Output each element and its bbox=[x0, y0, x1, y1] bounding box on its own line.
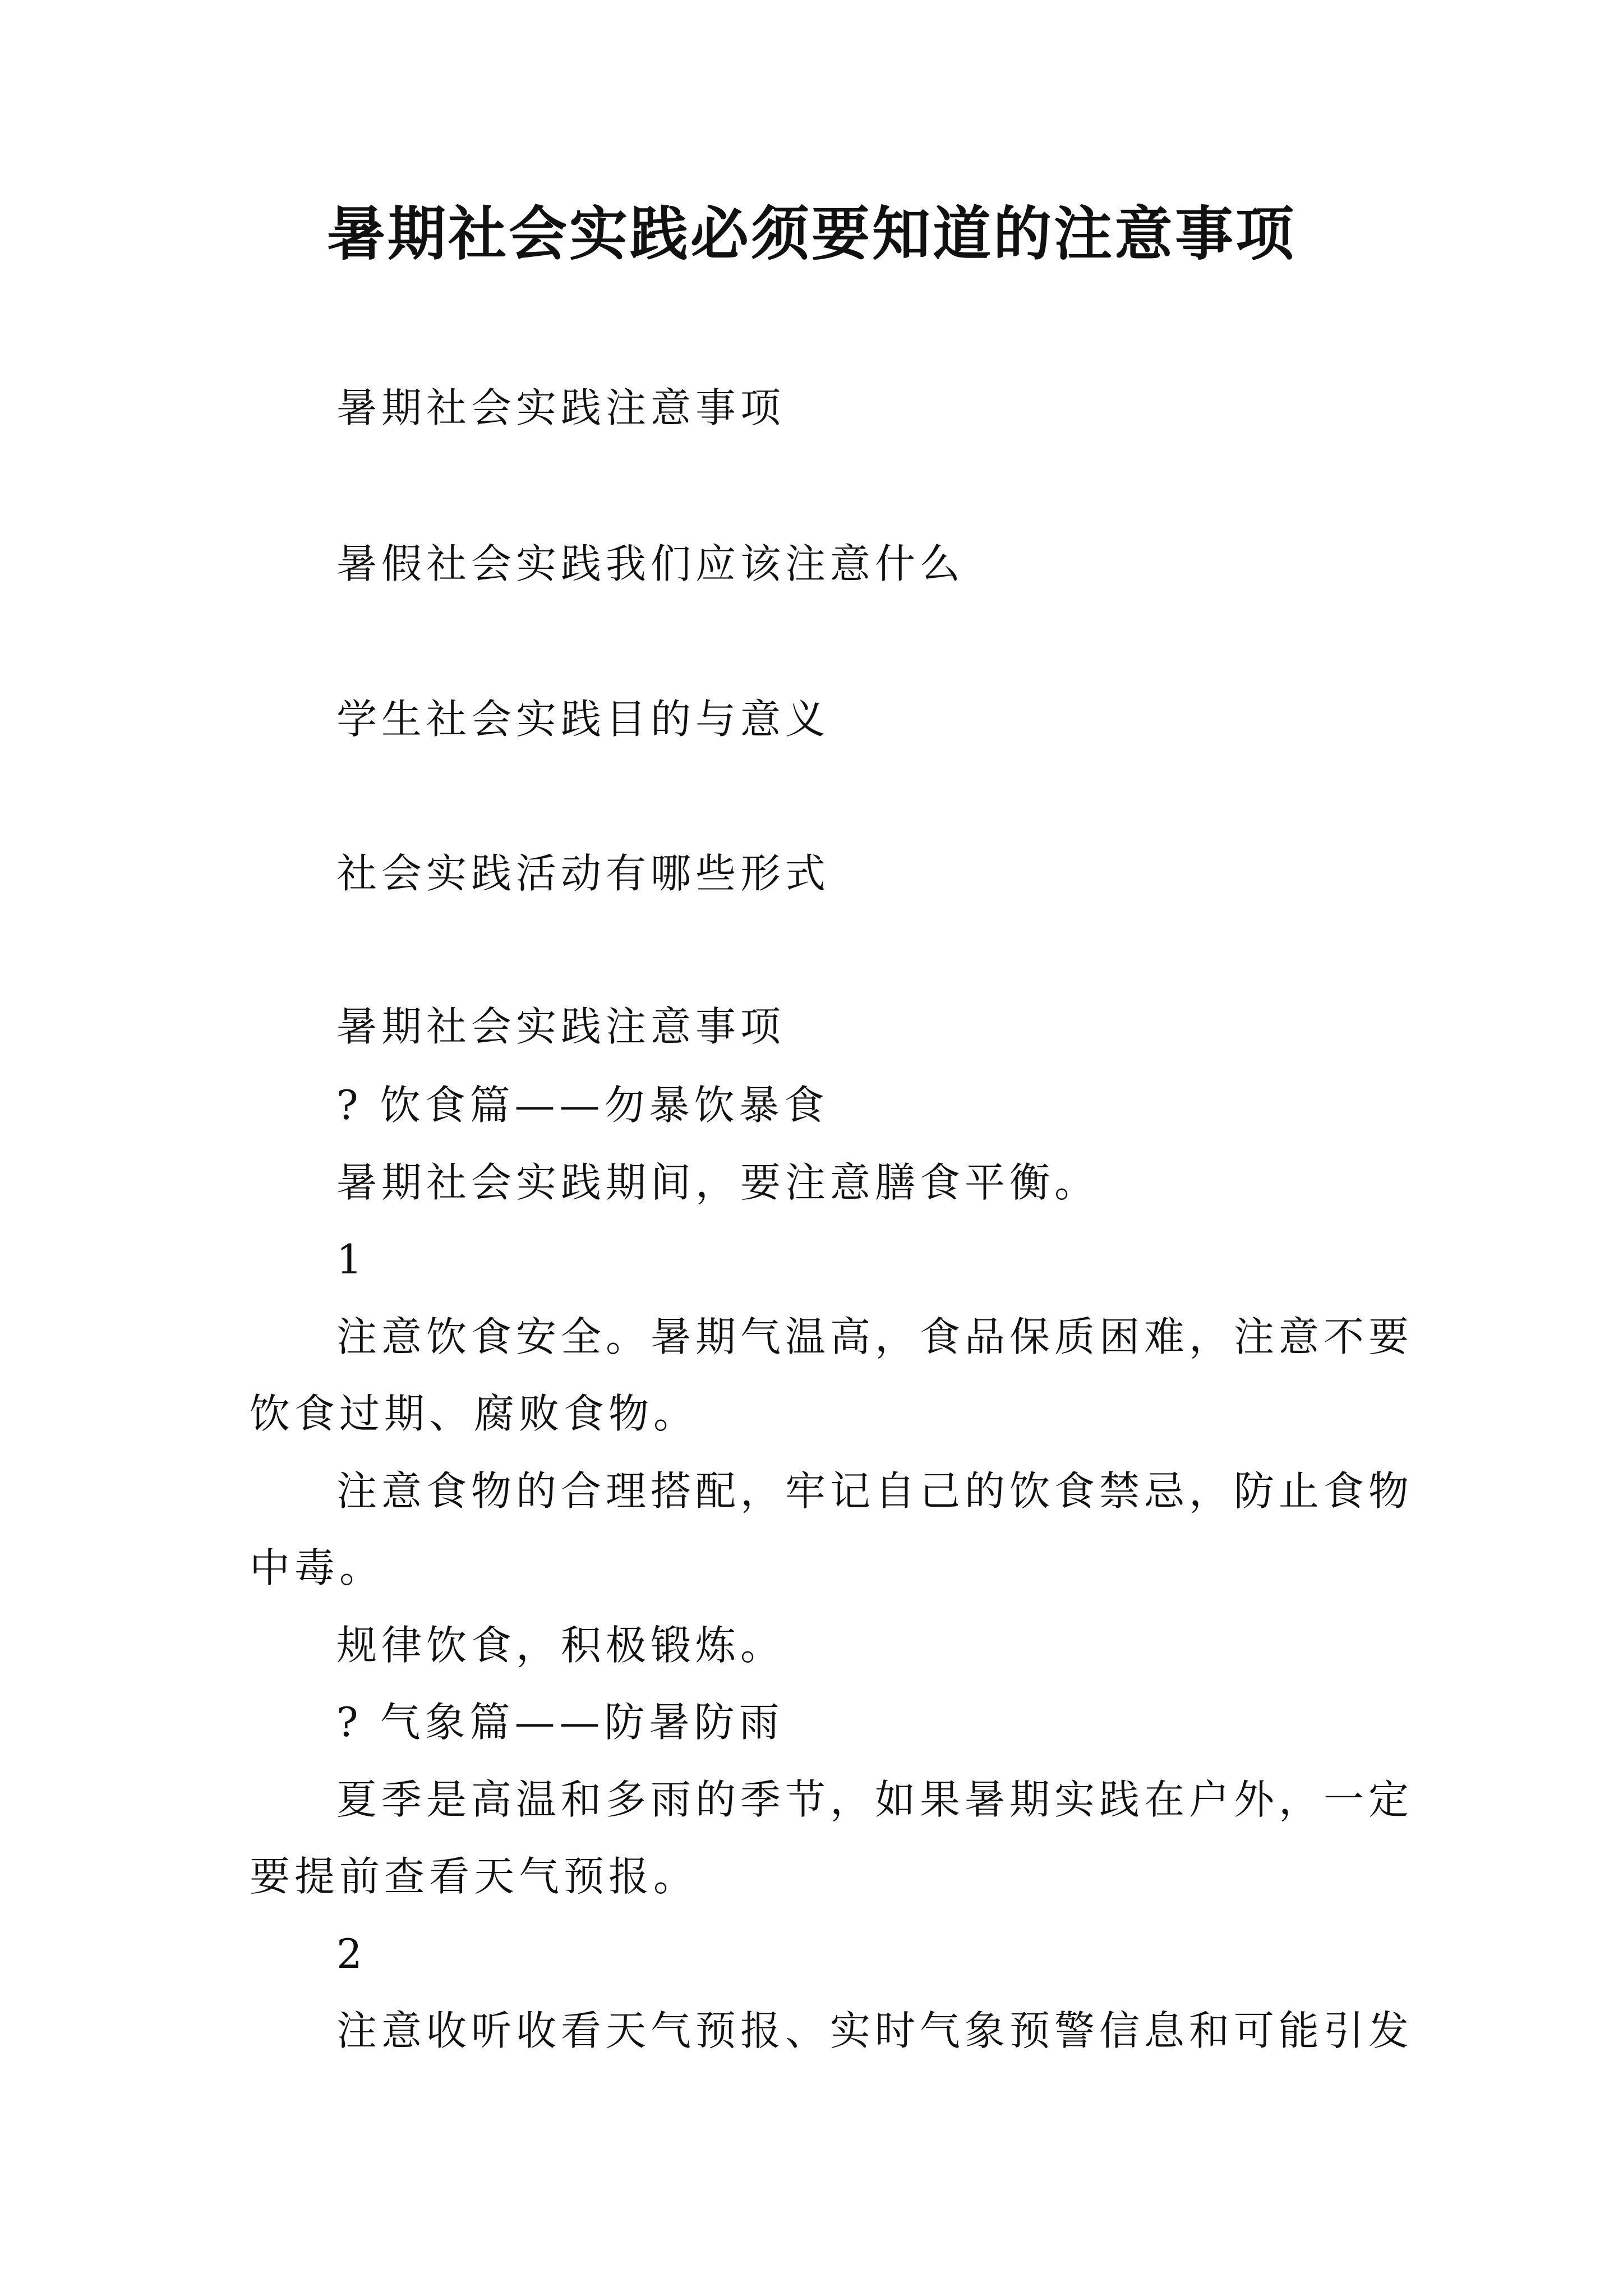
section-heading: 暑期社会实践注意事项 bbox=[336, 1003, 786, 1050]
weather-paragraph-2-line-1: 注意收听收看天气预报、实时气象预警信息和可能引发 bbox=[336, 2007, 1414, 2054]
toc-item-1: 暑期社会实践注意事项 bbox=[336, 384, 786, 431]
toc-item-4: 社会实践活动有哪些形式 bbox=[336, 850, 831, 897]
diet-paragraph-1-line-2: 饮食过期、腐败食物。 bbox=[250, 1390, 699, 1437]
diet-intro: 暑期社会实践期间，要注意膳食平衡。 bbox=[336, 1159, 1100, 1206]
diet-paragraph-3: 规律饮食，积极锻炼。 bbox=[336, 1622, 786, 1669]
diet-paragraph-2-line-2: 中毒。 bbox=[250, 1544, 385, 1591]
item-number-2: 2 bbox=[336, 1930, 367, 1977]
diet-heading: ? 饮食篇——勿暴饮暴食 bbox=[336, 1082, 829, 1129]
weather-paragraph-1-line-1: 夏季是高温和多雨的季节，如果暑期实践在户外，一定 bbox=[336, 1776, 1414, 1823]
diet-paragraph-1-line-1: 注意饮食安全。暑期气温高，食品保质困难，注意不要 bbox=[336, 1313, 1414, 1360]
toc-item-3: 学生社会实践目的与意义 bbox=[336, 696, 831, 743]
item-number-1: 1 bbox=[336, 1236, 367, 1283]
document-title: 暑期社会实践必须要知道的注意事项 bbox=[326, 199, 1296, 268]
toc-item-2: 暑假社会实践我们应该注意什么 bbox=[336, 540, 965, 587]
weather-paragraph-1-line-2: 要提前查看天气预报。 bbox=[250, 1853, 699, 1900]
weather-heading: ? 气象篇——防暑防雨 bbox=[336, 1699, 784, 1746]
diet-paragraph-2-line-1: 注意食物的合理搭配，牢记自己的饮食禁忌，防止食物 bbox=[336, 1467, 1414, 1515]
